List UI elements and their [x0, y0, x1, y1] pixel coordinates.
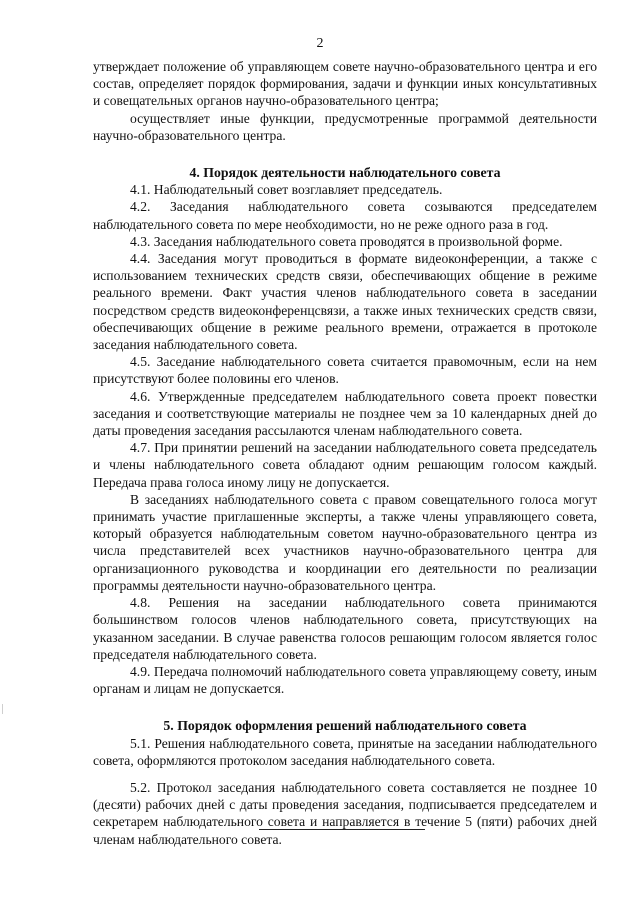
paragraph-4-1: 4.1. Наблюдательный совет возглавляет председатель.: [130, 182, 443, 198]
intro-paragraph-2: осуществляет иные функции, предусмотренные программой деятельности научно-образовательного центра.: [93, 110, 597, 143]
paragraph-4-6: 4.6. Утвержденные председателем наблюдательного совета проект повестки заседания и соответствующие материалы не позднее чем за 10 календарных дней до даты проведения заседания рассылаются членам наблюдательного совета.: [93, 388, 597, 439]
intro-paragraph-1: утверждает положение об управляющем совете научно-образовательного центра и его состав, определяет порядок формирования, задачи и функции иных консультативных и совещательных органов научно-образовательного центра;: [93, 59, 597, 109]
paragraph-4-8: 4.8. Решения на заседании наблюдательного совета принимаются большинством голосов членов наблюдательного совета, присутствующих на указанном заседании. В случае равенства голосов решающим голосом является голос председателя наблюдательного совета.: [93, 595, 597, 662]
paragraph-4-7: 4.7. При принятии решений на заседании наблюдательного совета председатель и члены наблюдательного совета обладают одним решающим голосом каждый. Передача права голоса иному лицу не допускается.: [93, 440, 597, 490]
scan-edge-mark: [2, 704, 3, 714]
paragraph-5-1: 5.1. Решения наблюдательного совета, принятые на заседании наблюдательного совета, оформляются протоколом заседания наблюдательного совета.: [93, 735, 597, 768]
paragraph-4-7-advisory-vote: В заседаниях наблюдательного совета с правом совещательного голоса могут принимать участие приглашенные эксперты, а также члены управляющего совета, который образуется наблюдательным советом научно-образовательного центра из числа представителей всех участников научно-образовательного центра для организационного руководства и координации его деятельности по реализации программы деятельности научно-образовательного центра.: [93, 491, 597, 593]
section-4-heading: 4. Порядок деятельности наблюдательного совета: [189, 165, 501, 181]
paragraph-5-2: 5.2. Протокол заседания наблюдательного совета составляется не позднее 10 (десяти) рабочих дней с даты проведения заседания, подписывается председателем и секретарем наблюдательного совета и направляется в течение 5 (пяти) рабочих дней членам наблюдательного совета.: [93, 779, 597, 847]
paragraph-4-3: 4.3. Заседания наблюдательного совета проводятся в произвольной форме.: [130, 233, 563, 249]
paragraph-4-9: 4.9. Передача полномочий наблюдательного совета управляющему совету, иным органам и лицам не допускается.: [93, 663, 597, 697]
paragraph-4-5: 4.5. Заседание наблюдательного совета считается правомочным, если на нем присутствуют более половины его членов.: [93, 354, 597, 387]
section-5-heading: 5. Порядок оформления решений наблюдательного совета: [163, 718, 527, 734]
document-body: [93, 58, 597, 848]
end-of-document-rule: [259, 829, 425, 830]
page-number: 2: [316, 36, 324, 51]
paragraph-4-2: 4.2. Заседания наблюдательного совета созываются председателем наблюдательного совета по мере необходимости, но не реже одного раза в год.: [93, 199, 597, 232]
paragraph-4-4: 4.4. Заседания могут проводиться в формате видеоконференции, а также с использованием технических средств связи, обеспечивающих общение в режиме реального времени. Факт участия членов наблюдательного совета в заседании посредством средств видеоконференцсвязи, а также иных технических средств связи, обеспечивающих общение в режиме реального времени, отражается в протоколе заседания наблюдательного совета.: [93, 251, 597, 353]
